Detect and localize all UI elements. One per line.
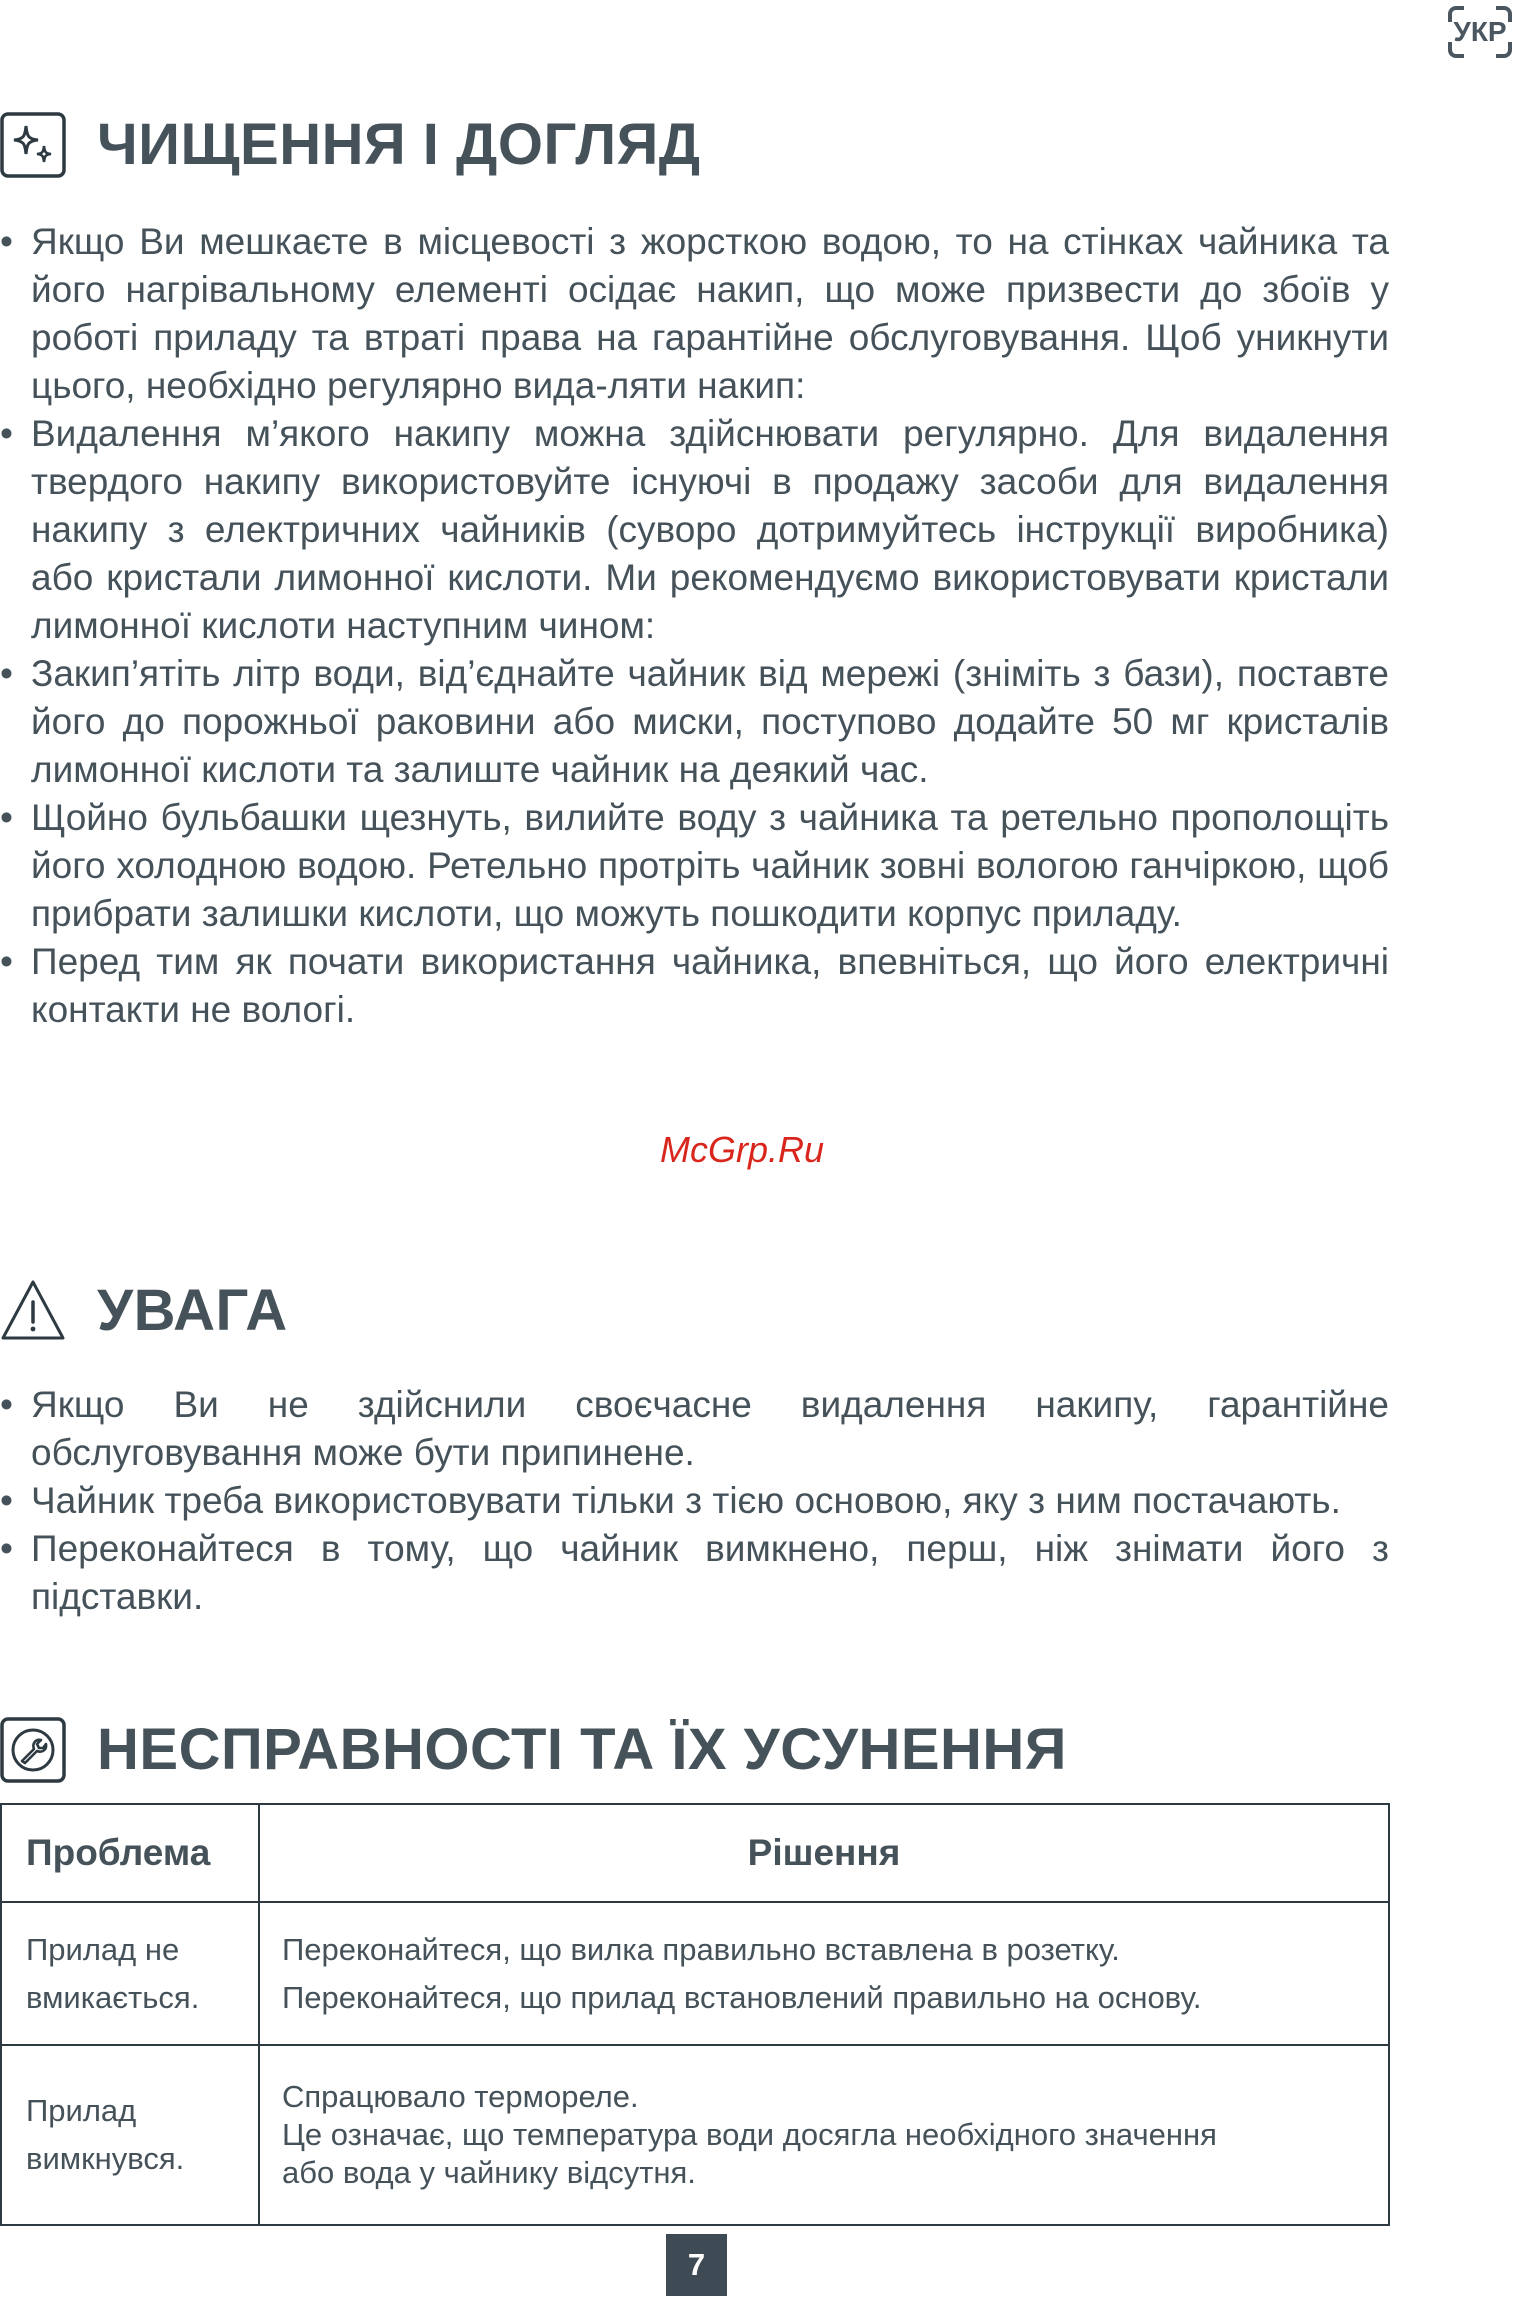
list-item: • Якщо Ви не здійснили своєчасне видалення накипу, гарантійне обслуговування може бути припинене.: [0, 1381, 1389, 1477]
list-item: • Видалення м’якого накипу можна здійснювати регулярно. Для видалення твердого накипу використовуйте існуючі в продажу засоби для видалення накипу з електричних чайників (суворо дотримуйтесь інструкції виробника) або кристали лимонної кислоти. Ми рекомендуємо використовувати кристали лимонної кислоти наступним чином:: [0, 410, 1389, 650]
solution-line: або вода у чайнику відсутня.: [282, 2155, 696, 2190]
table-row: [1, 1902, 1389, 2045]
list-item: • Якщо Ви мешкаєте в місцевості з жорсткою водою, то на стінках чайника та його нагрівальному елементі осідає накип, що може призвести до збоїв у роботі приладу та втраті права на гарантійне обслуговування. Щоб уникнути цього, необхідно регулярно вида-ляти накип:: [0, 218, 1389, 410]
section-cleaning-title: ЧИЩЕННЯ І ДОГЛЯД: [97, 112, 701, 177]
problem-line: вимкнувся.: [26, 2141, 185, 2176]
section-warning-title: УВАГА: [97, 1278, 288, 1343]
problem-line: Прилад не: [26, 1931, 180, 1967]
section-troubleshooting-header: [0, 1717, 1067, 1783]
solution-line: Переконайтеся, що вилка правильно вставлена в розетку.: [282, 1931, 1120, 1967]
solution-line: Переконайтеся, що прилад встановлений правильно на основу.: [282, 1979, 1202, 2015]
solution-line: Це означає, що температура води досягла необхідного значення: [282, 2117, 1217, 2152]
solution-line: Спрацювало термореле.: [282, 2079, 639, 2114]
list-item: • Закип’ятіть літр води, від’єднайте чайник від мережі (зніміть з бази), поставте його до порожньої раковини або миски, поступово додайте 50 мг кристалів лимонної кислоти та залиште чайник на деякий час.: [0, 650, 1389, 794]
solution-cell: [259, 1902, 1389, 2045]
language-badge-label: УКР: [1453, 16, 1507, 47]
cleaning-list: [0, 218, 1389, 1034]
section-troubleshooting-title: НЕСПРАВНОСТІ ТА ЇХ УСУНЕННЯ: [97, 1717, 1067, 1782]
problem-line: вмикається.: [26, 1979, 200, 2015]
list-item: • Перед тим як почати використання чайника, впевніться, що його електричні контакти не вологі.: [0, 938, 1389, 1034]
language-badge: [1448, 6, 1512, 58]
header-solution: Рішення: [259, 1804, 1389, 1902]
warning-triangle-icon: [0, 1278, 66, 1344]
warning-list: [0, 1381, 1389, 1621]
table-header-row: [1, 1804, 1389, 1902]
header-problem: Проблема: [1, 1804, 259, 1902]
solution-cell: [259, 2045, 1389, 2225]
wrench-icon: [0, 1717, 66, 1783]
problem-cell: [1, 1902, 259, 2045]
list-item: • Щойно бульбашки щезнуть, вилийте воду з чайника та ретельно прополощіть його холодною водою. Ретельно протріть чайник зовні вологою ганчіркою, щоб прибрати залишки кислоти, що можуть пошкодити корпус приладу.: [0, 794, 1389, 938]
problem-cell: [1, 2045, 259, 2225]
list-item: • Переконайтеся в тому, що чайник вимкнено, перш, ніж знімати його з підставки.: [0, 1525, 1389, 1621]
section-cleaning-header: [0, 112, 701, 178]
table-row: [1, 2045, 1389, 2225]
list-item: • Чайник треба використовувати тільки з тією основою, яку з ним постачають.: [0, 1477, 1389, 1525]
watermark: McGrp.Ru: [660, 1129, 825, 1170]
problem-line: Прилад: [26, 2093, 137, 2128]
sparkle-icon: [0, 112, 66, 178]
section-warning-header: [0, 1278, 288, 1344]
page-number: 7: [666, 2234, 727, 2296]
troubleshooting-table: [0, 1803, 1390, 2226]
